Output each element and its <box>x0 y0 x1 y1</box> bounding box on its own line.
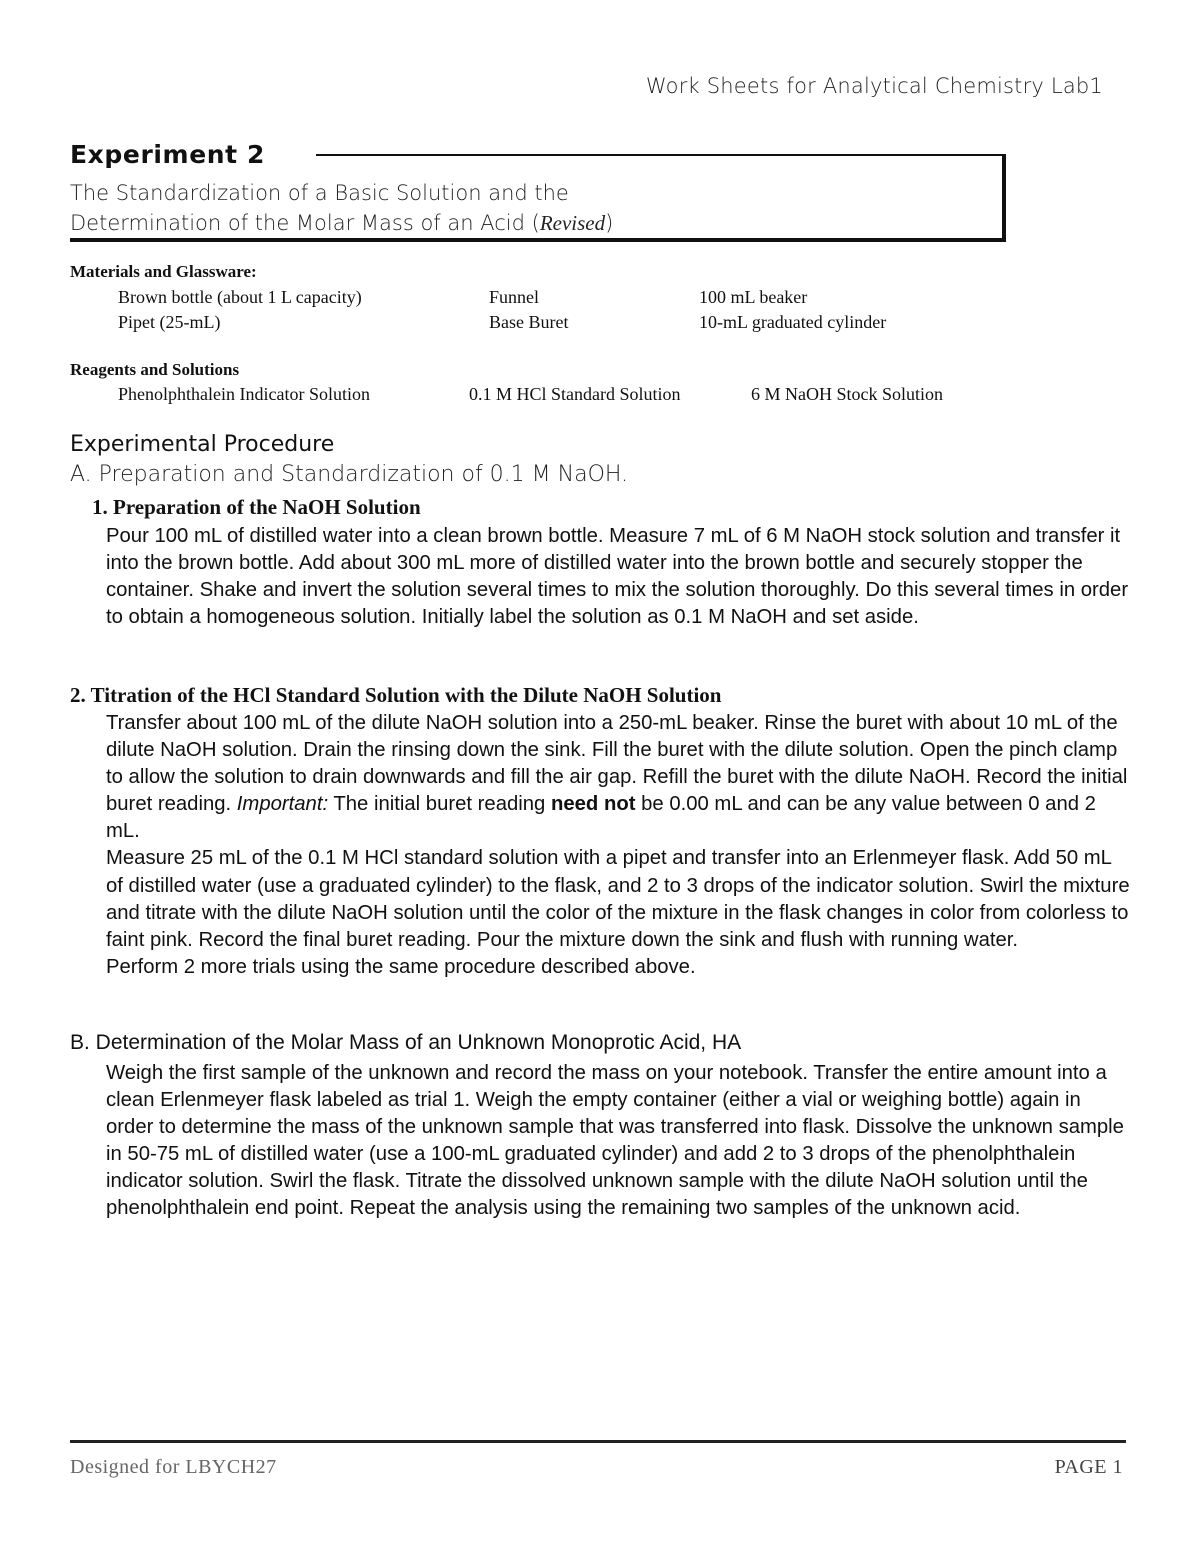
important-label: Important: <box>236 793 329 816</box>
title-rule-right <box>1002 154 1006 242</box>
step-2-heading: 2. Titration of the HCl Standard Solution with the Dilute NaOH Solution <box>70 683 722 707</box>
footer-designed-for: Designed for LBYCH27 <box>70 1456 277 1478</box>
subtitle-line-2-close: ) <box>605 211 614 235</box>
materials-item: Funnel <box>489 287 540 307</box>
step-1-heading: 1. Preparation of the NaOH Solution <box>92 495 421 519</box>
reagent-item: 6 M NaOH Stock Solution <box>751 384 944 404</box>
step-2-paragraph-1 <box>70 710 1130 845</box>
reagent-item: 0.1 M HCl Standard Solution <box>469 384 681 404</box>
step-2-p1-text-c: be 0.00 mL and can be any value between 0 and 2 mL. <box>106 793 1096 843</box>
footer-page-number: PAGE 1 <box>1054 1456 1123 1478</box>
materials-item: Base Buret <box>489 312 569 332</box>
section-b-paragraph <box>70 1060 1130 1223</box>
materials-item: Pipet (25-mL) <box>118 312 221 332</box>
title-rule-top <box>316 154 1006 156</box>
materials-item: 100 mL beaker <box>699 287 808 307</box>
subtitle-line-2 <box>70 208 613 238</box>
materials-item: 10-mL graduated cylinder <box>699 312 887 332</box>
step-2-paragraph-2: Measure 25 mL of the 0.1 M HCl standard solution with a pipet and transfer into an Erlenmeyer flask. Add 50 mL of distilled water (use a graduated cylinder) to the flask, and 2 to 3 drops of the indicator solution. Swirl the mixture and titrate with the dilute NaOH solution until the color of the mixture in the flask changes in color from colorless to faint pink. Record the final buret reading. Pour the mixture down the sink and flush with running water. <box>106 847 1130 951</box>
step-2-paragraphs <box>70 710 1130 981</box>
need-not-label: need not <box>550 793 636 816</box>
experiment-subtitle <box>70 178 613 238</box>
subtitle-line-2-text: Determination of the Molar Mass of an Acid ( <box>70 211 540 235</box>
step-1-paragraph <box>70 523 1130 631</box>
section-b-text: Weigh the first sample of the unknown and record the mass on your notebook. Transfer the entire amount into a clean Erlenmeyer flask labeled as trial 1. Weigh the empty container (either a vial or weighing bottle) again in order to determine the mass of the unknown sample that was transferred into flask. Dissolve the unknown sample in 50-75 mL of distilled water (use a 100-mL graduated cylinder) and add 2 to 3 drops of the phenolphthalein indicator solution. Swirl the flask. Titrate the dissolved unknown sample with the dilute NaOH solution until the phenolphthalein end point. Repeat the analysis using the remaining two samples of the unknown acid. <box>106 1062 1124 1220</box>
step-2-p1-text-a: Transfer about 100 mL of the dilute NaOH solution into a 250-mL beaker. Rinse the buret with about 10 mL of the dilute NaOH solution. Drain the rinsing down the sink. Fill the buret with the dilute solution. Open the pinch clamp to allow the solution to drain downwards and fill the air gap. Refill the buret with the dilute NaOH. Record the initial buret reading. <box>106 712 1128 816</box>
section-b-heading: B. Determination of the Molar Mass of an Unknown Monoprotic Acid, HA <box>70 1031 742 1054</box>
step-1-text: Pour 100 mL of distilled water into a clean brown bottle. Measure 7 mL of 6 M NaOH stock solution and transfer it into the brown bottle. Add about 300 mL more of distilled water into the brown bottle and securely stopper the container. Shake and invert the solution several times to mix the solution thoroughly. Do this several times in order to obtain a homogeneous solution. Initially label the solution as 0.1 M NaOH and set aside. <box>106 525 1129 629</box>
title-box <box>70 140 1006 242</box>
reagent-item: Phenolphthalein Indicator Solution <box>118 384 370 404</box>
subtitle-revised: Revised <box>539 211 606 235</box>
materials-heading: Materials and Glassware: <box>70 262 257 281</box>
experiment-title: Experiment 2 <box>70 140 266 169</box>
title-rule-bottom <box>70 238 1006 242</box>
reagents-heading: Reagents and Solutions <box>70 360 240 379</box>
running-header: Work Sheets for Analytical Chemistry Lab1 <box>645 74 1103 98</box>
procedure-heading: Experimental Procedure <box>70 432 335 457</box>
step-2-p1-text-b: The initial buret reading <box>328 793 551 816</box>
footer-rule <box>70 1440 1126 1443</box>
section-a-heading: A. Preparation and Standardization of 0.1 M NaOH. <box>70 462 629 487</box>
subtitle-line-1: The Standardization of a Basic Solution and the <box>70 181 569 205</box>
step-2-paragraph-3: Perform 2 more trials using the same procedure described above. <box>106 955 696 978</box>
materials-item: Brown bottle (about 1 L capacity) <box>118 287 362 307</box>
